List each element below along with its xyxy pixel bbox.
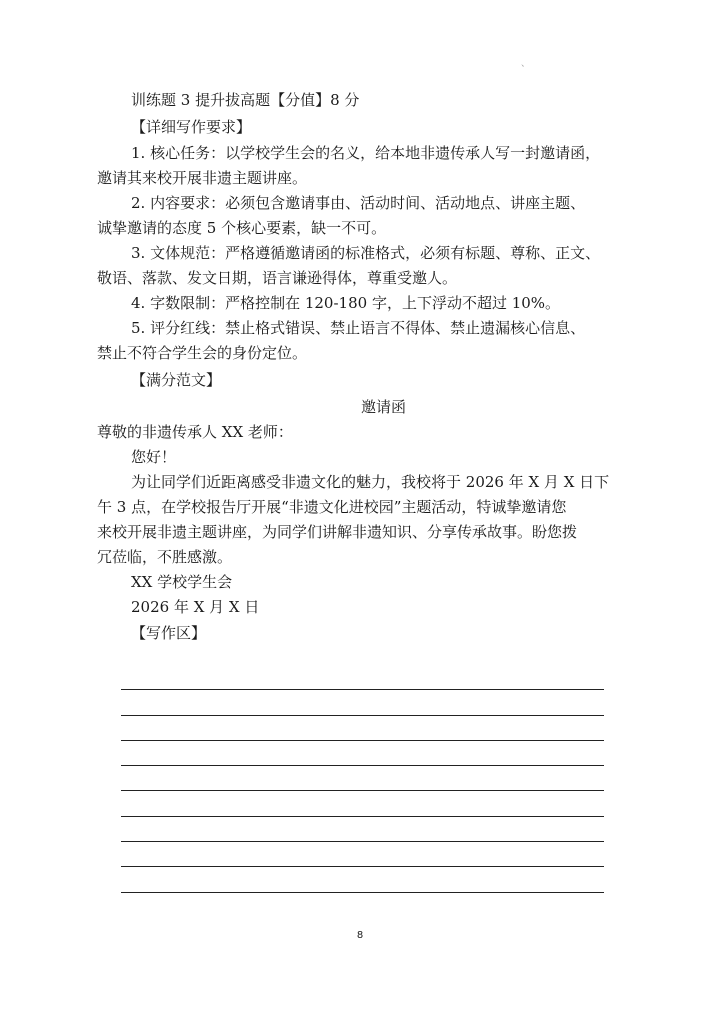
requirement-5-line-1: 5. 评分红线：禁止格式错误、禁止语言不得体、禁止遗漏核心信息、 — [131, 319, 586, 337]
writing-area-heading: 【写作区】 — [131, 624, 207, 642]
letter-salutation: 尊敬的非遗传承人 XX 老师： — [97, 423, 293, 441]
requirement-4: 4. 字数限制：严格控制在 120-180 字，上下浮动不超过 10%。 — [131, 294, 561, 312]
requirement-5-line-2: 禁止不符合学生会的身份定位。 — [97, 344, 308, 362]
letter-date: 2026 年 X 月 X 日 — [131, 598, 260, 616]
requirements-heading: 【详细写作要求】 — [131, 118, 252, 136]
requirement-3-line-2: 敬语、落款、发文日期，语言谦逊得体，尊重受邀人。 — [97, 269, 458, 287]
requirement-1-line-1: 1. 核心任务：以学校学生会的名义，给本地非遗传承人写一封邀请函， — [131, 144, 601, 162]
requirement-2-line-2: 诚挚邀请的态度 5 个核心要素，缺一不可。 — [97, 219, 387, 237]
writing-line[interactable] — [121, 791, 604, 816]
letter-body-line-4: 冗莅临，不胜感激。 — [97, 548, 233, 566]
writing-area[interactable] — [121, 665, 604, 893]
sample-heading: 【满分范文】 — [131, 371, 222, 389]
writing-line[interactable] — [121, 665, 604, 690]
exercise-title: 训练题 3 提升拔高题【分值】8 分 — [131, 91, 360, 109]
writing-line[interactable] — [121, 766, 604, 791]
letter-body-line-2: 午 3 点，在学校报告厅开展“非遗文化进校园”主题活动，特诚挚邀请您 — [97, 498, 567, 516]
letter-body-line-3: 来校开展非遗主题讲座，为同学们讲解非遗知识、分享传承故事。盼您拨 — [97, 523, 578, 541]
letter-greeting: 您好！ — [131, 448, 177, 466]
requirement-2-line-1: 2. 内容要求：必须包含邀请事由、活动时间、活动地点、讲座主题、 — [131, 194, 586, 212]
writing-line[interactable] — [121, 690, 604, 715]
letter-sender: XX 学校学生会 — [131, 573, 233, 591]
page-number: 8 — [356, 930, 364, 941]
header-mark: 、 — [521, 59, 531, 69]
writing-line[interactable] — [121, 741, 604, 766]
writing-line[interactable] — [121, 867, 604, 892]
writing-line[interactable] — [121, 842, 604, 867]
letter-body-line-1: 为让同学们近距离感受非遗文化的魅力，我校将于 2026 年 X 月 X 日下 — [131, 473, 610, 491]
requirement-1-line-2: 邀请其来校开展非遗主题讲座。 — [97, 169, 308, 187]
requirement-3-line-1: 3. 文体规范：严格遵循邀请函的标准格式，必须有标题、尊称、正文、 — [131, 244, 601, 262]
writing-line[interactable] — [121, 817, 604, 842]
writing-line[interactable] — [121, 716, 604, 741]
letter-title: 邀请函 — [361, 398, 407, 416]
